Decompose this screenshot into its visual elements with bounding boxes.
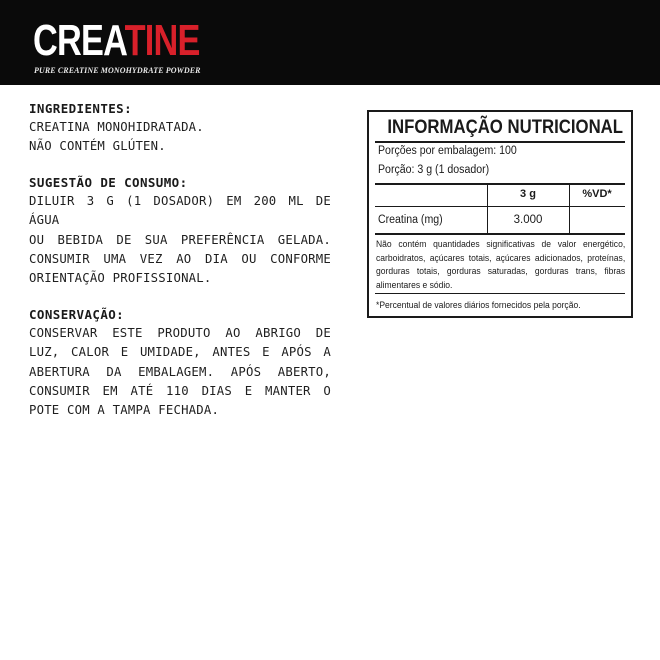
ingredients-line: CREATINA MONOHIDRATADA. (29, 120, 204, 134)
nutrition-title: INFORMAÇÃO NUTRICIONAL (387, 116, 624, 138)
nutrient-row-value: 3.000 (513, 214, 543, 226)
storage-line: ABERTURA DA EMBALAGEM. APÓS ABERTO, (29, 364, 331, 379)
serving-size: Porção: 3 g (1 dosador) (378, 164, 490, 176)
brand-logo-part1: CREA (33, 16, 125, 65)
storage-line: CONSUMIR EM ATÉ 110 DIAS E MANTER O (29, 384, 331, 399)
storage-heading: CONSERVAÇÃO: (29, 306, 125, 322)
section-gap (29, 289, 331, 306)
nutrition-divider (375, 141, 625, 143)
daily-value-column-header: %VD* (582, 188, 612, 200)
usage-line: CONSUMIR UMA VEZ AO DIA OU CONFORME (29, 252, 331, 267)
nutrient-row-label: Creatina (mg) (378, 214, 443, 226)
ingredients-line: NÃO CONTÉM GLÚTEN. (29, 139, 166, 154)
usage-line: DILUIR 3 G (1 DOSADOR) EM 200 ML DE ÁGUA (29, 193, 331, 228)
amount-column-header: 3 g (520, 188, 536, 200)
header-banner (0, 0, 660, 85)
nutrition-footnote: *Percentual de valores diários fornecidos pela porção. (376, 300, 581, 311)
ingredients-heading: INGREDIENTES: (29, 101, 133, 116)
usage-text (29, 192, 331, 289)
storage-line: POTE COM A TAMPA FECHADA. (29, 403, 220, 418)
product-info-column (29, 100, 331, 421)
servings-per-package: Porções por embalagem: 100 (378, 145, 517, 157)
nutrition-divider (375, 206, 625, 207)
nutrition-divider (375, 233, 625, 235)
brand-logo-part2: TINE (124, 16, 200, 65)
storage-text (29, 324, 331, 421)
usage-line: ORIENTAÇÃO PROFISSIONAL. (29, 271, 212, 286)
usage-heading: SUGESTÃO DE CONSUMO: (29, 174, 188, 190)
section-gap (29, 157, 331, 174)
brand-logo (33, 18, 200, 64)
nutrition-note: Não contém quantidades significativas de valor energético, carboidratos, açúcares totais, açúcares adicionados, proteínas, gorduras totais, gorduras saturadas, gorduras trans, fibras alimentares e sódio. (376, 239, 626, 291)
nutrition-divider (375, 293, 625, 294)
storage-line: LUZ, CALOR E UMIDADE, ANTES E APÓS A (29, 345, 331, 360)
nutrition-divider (375, 183, 625, 185)
nutrition-facts-table (367, 110, 633, 318)
usage-line: OU BEBIDA DE SUA PREFERÊNCIA GELADA. (29, 232, 331, 247)
brand-tagline: PURE CREATINE MONOHYDRATE POWDER (34, 66, 201, 75)
ingredients-text (29, 118, 331, 157)
storage-line: CONSERVAR ESTE PRODUTO AO ABRIGO DE (29, 325, 331, 340)
